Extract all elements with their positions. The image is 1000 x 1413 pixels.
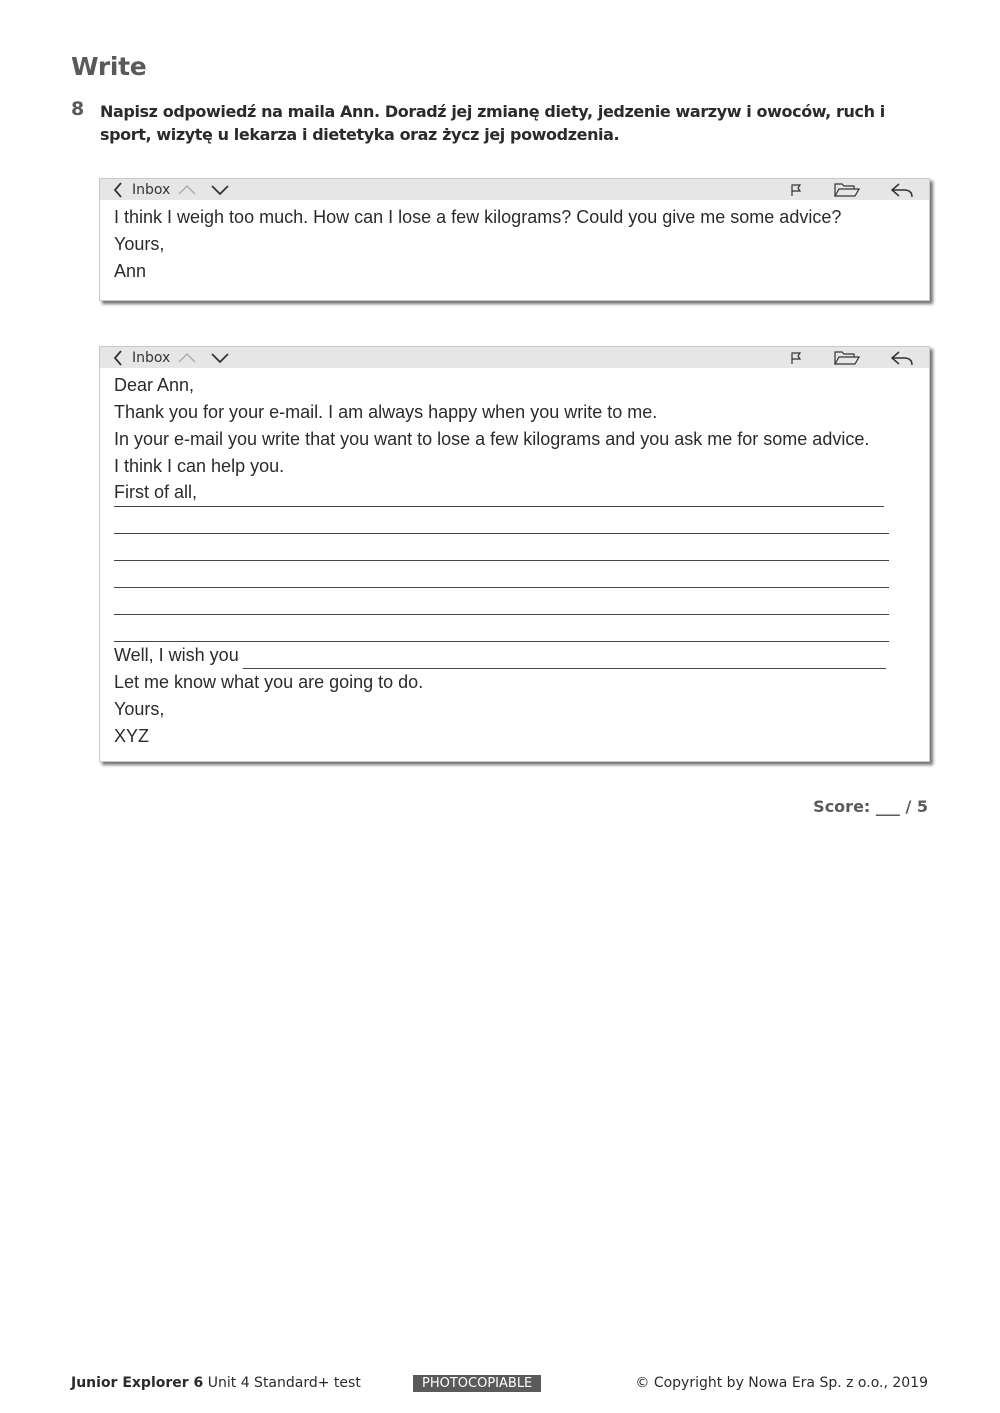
score: Score: ___ / 5: [813, 797, 928, 816]
email-line: Ann: [114, 261, 147, 281]
folder-icon[interactable]: [834, 179, 860, 200]
answer-line[interactable]: [114, 561, 889, 588]
back-icon[interactable]: [113, 347, 123, 368]
wish-line: [114, 642, 929, 669]
section-title: Write: [71, 52, 147, 81]
answer-line[interactable]: [114, 615, 889, 642]
reply-email: [99, 346, 930, 762]
email-line: Yours,: [114, 699, 165, 719]
first-of-all-line: [114, 480, 929, 507]
footer-book-info: [71, 1375, 361, 1391]
task-instruction: Napisz odpowiedź na maila Ann. Doradź jej zmianę diety, jedzenie warzyw i owoców, ruch i sport, wizytę u lekarza i dietetyka oraz życz jej powodzenia.: [100, 102, 885, 144]
wish-blank[interactable]: [243, 648, 886, 669]
answer-line[interactable]: [114, 507, 889, 534]
reply-icon[interactable]: [890, 347, 914, 368]
task-number: 8: [71, 98, 85, 120]
email-body: [100, 368, 929, 750]
down-icon[interactable]: [211, 347, 229, 368]
inbox-label[interactable]: Inbox: [132, 349, 171, 366]
footer-copyright: © Copyright by Nowa Era Sp. z o.o., 2019: [635, 1375, 928, 1391]
email-line: In your e-mail you write that you want to lose a few kilograms and you ask me for some advice.: [114, 429, 870, 449]
email-toolbar: [100, 347, 929, 368]
email-line: I think I can help you.: [114, 456, 285, 476]
footer-unit: Unit 4 Standard+ test: [207, 1375, 361, 1391]
email-body: [100, 200, 929, 285]
answer-line[interactable]: [114, 534, 889, 561]
answer-line[interactable]: [114, 588, 889, 615]
received-email: [99, 178, 930, 301]
flag-icon[interactable]: [790, 179, 802, 200]
reply-icon[interactable]: [890, 179, 914, 200]
wish-prompt: Well, I wish you: [114, 645, 239, 665]
up-icon[interactable]: [178, 179, 196, 200]
email-line: Yours,: [114, 234, 165, 254]
folder-icon[interactable]: [834, 347, 860, 368]
photocopiable-badge: PHOTOCOPIABLE: [413, 1375, 541, 1392]
email-line: Thank you for your e-mail. I am always happy when you write to me.: [114, 402, 658, 422]
footer-book: Junior Explorer 6: [71, 1375, 204, 1391]
back-icon[interactable]: [113, 179, 123, 200]
email-line: Dear Ann,: [114, 375, 195, 395]
flag-icon[interactable]: [790, 347, 802, 368]
inbox-label[interactable]: Inbox: [132, 181, 171, 198]
email-toolbar: [100, 179, 929, 200]
up-icon[interactable]: [178, 347, 196, 368]
first-of-all-prompt: First of all,: [114, 479, 197, 507]
answer-blank[interactable]: [197, 486, 884, 507]
email-line: XYZ: [114, 726, 150, 746]
email-line: I think I weigh too much. How can I lose a few kilograms? Could you give me some advice?: [114, 207, 842, 227]
email-line: Let me know what you are going to do.: [114, 672, 424, 692]
down-icon[interactable]: [211, 179, 229, 200]
